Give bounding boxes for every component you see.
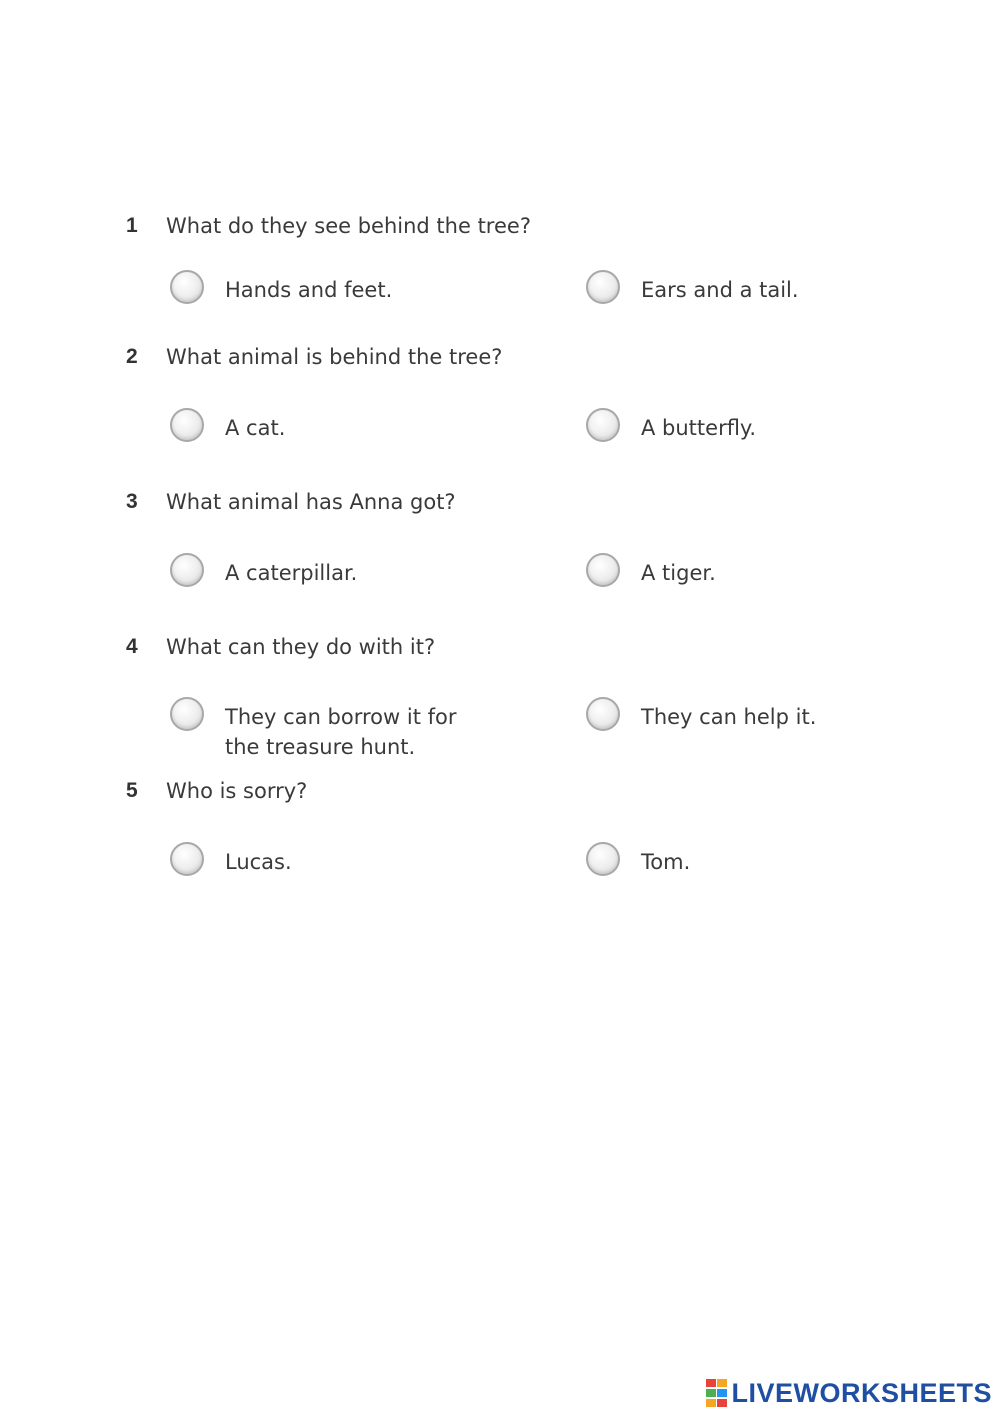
option-label: A cat. bbox=[225, 416, 286, 440]
liveworksheets-logo bbox=[706, 1377, 992, 1409]
radio-button[interactable] bbox=[170, 270, 204, 304]
question-number: 1 bbox=[126, 214, 138, 237]
radio-button[interactable] bbox=[170, 842, 204, 876]
option-label: Ears and a tail. bbox=[641, 278, 799, 302]
option-label: A tiger. bbox=[641, 561, 716, 585]
question-5-header bbox=[126, 779, 886, 809]
option-label: Hands and feet. bbox=[225, 278, 393, 302]
radio-button[interactable] bbox=[586, 842, 620, 876]
radio-button[interactable] bbox=[586, 270, 620, 304]
question-2-header bbox=[126, 345, 886, 375]
question-text: What can they do with it? bbox=[166, 635, 436, 659]
question-text: What do they see behind the tree? bbox=[166, 214, 531, 238]
question-2 bbox=[126, 345, 886, 440]
option-label: Tom. bbox=[641, 850, 691, 874]
question-4-header bbox=[126, 635, 886, 665]
question-1-header bbox=[126, 214, 886, 244]
option-label-line-2: the treasure hunt. bbox=[225, 735, 416, 759]
question-3 bbox=[126, 490, 886, 585]
logo-mark-icon bbox=[706, 1379, 728, 1407]
radio-button[interactable] bbox=[586, 408, 620, 442]
radio-button[interactable] bbox=[586, 553, 620, 587]
question-1 bbox=[126, 214, 886, 302]
question-number: 4 bbox=[126, 635, 138, 658]
question-number: 5 bbox=[126, 779, 138, 802]
option-label: A butterfly. bbox=[641, 416, 757, 440]
option-label: They can help it. bbox=[641, 705, 817, 729]
question-number: 2 bbox=[126, 345, 138, 368]
option-label: Lucas. bbox=[225, 850, 292, 874]
logo-text: LIVEWORKSHEETS bbox=[731, 1377, 992, 1408]
question-text: What animal has Anna got? bbox=[166, 490, 456, 514]
radio-button[interactable] bbox=[170, 697, 204, 731]
question-number: 3 bbox=[126, 490, 138, 513]
radio-button[interactable] bbox=[586, 697, 620, 731]
question-text: Who is sorry? bbox=[166, 779, 308, 803]
option-label: A caterpillar. bbox=[225, 561, 358, 585]
question-3-header bbox=[126, 490, 886, 520]
question-text: What animal is behind the tree? bbox=[166, 345, 503, 369]
option-label bbox=[225, 702, 457, 762]
radio-button[interactable] bbox=[170, 553, 204, 587]
question-4 bbox=[126, 635, 886, 759]
question-5 bbox=[126, 779, 886, 874]
option-label-line-1: They can borrow it for bbox=[225, 705, 457, 729]
radio-button[interactable] bbox=[170, 408, 204, 442]
